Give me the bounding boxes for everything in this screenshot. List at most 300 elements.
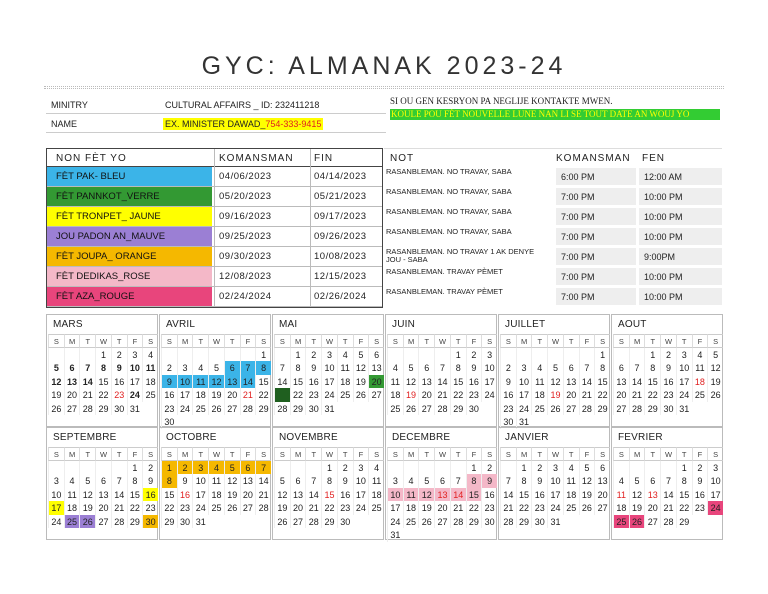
holiday-start: 09/16/2023: [219, 211, 272, 222]
weekday-header: T: [192, 334, 208, 348]
empty-day: [48, 348, 64, 362]
holiday-start: 05/20/2023: [219, 191, 272, 202]
weekday-header: S: [161, 447, 177, 461]
calendar-day: 29: [127, 515, 143, 529]
weekday-header: T: [531, 334, 547, 348]
calendar-day: 7: [111, 474, 127, 488]
calendar-day: 12: [48, 375, 64, 389]
calendar-day: 30: [305, 402, 321, 416]
weekday-header: W: [434, 334, 450, 348]
calendar-day: 1: [466, 461, 482, 475]
event-start: 7:00 PM: [556, 268, 636, 285]
calendar-day: 30: [337, 515, 353, 529]
calendar-day: 13: [644, 488, 660, 502]
calendar-day: 3: [48, 474, 64, 488]
calendar-day: 30: [466, 402, 482, 416]
month-juillet: [498, 314, 610, 427]
calendar-day: 3: [707, 461, 723, 475]
month-grid: [500, 334, 610, 429]
calendar-day: 2: [142, 461, 158, 475]
weekday-header: F: [353, 447, 369, 461]
calendar-day: 7: [255, 461, 271, 475]
calendar-day: 6: [594, 461, 610, 475]
ministry-value: CULTURAL AFFAIRS _ ID: 232411218: [165, 100, 320, 110]
event-name: RASANBLEMAN. NO TRAVAY, SABA: [386, 167, 512, 176]
calendar-day: 28: [660, 515, 676, 529]
calendar-day: 7: [274, 361, 290, 375]
calendar-day: 8: [127, 474, 143, 488]
month-septembre: [46, 427, 158, 540]
calendar-day: 17: [177, 388, 193, 402]
calendar-day: 23: [142, 501, 158, 515]
name-row: [46, 114, 386, 133]
calendar-day: 2: [660, 348, 676, 362]
event-start: 7:00 PM: [556, 288, 636, 305]
calendar-day: 3: [353, 461, 369, 475]
calendar-day: 14: [240, 375, 256, 389]
calendar-day: 23: [161, 402, 177, 416]
calendar-day: 4: [531, 361, 547, 375]
calendar-day: 9: [142, 474, 158, 488]
month-janvier: [498, 427, 610, 540]
calendar-day: 25: [208, 501, 224, 515]
empty-day: [95, 461, 111, 475]
weekday-header: M: [64, 447, 80, 461]
calendar-day: 1: [95, 348, 111, 362]
calendar-day: 8: [676, 474, 692, 488]
event-start: 7:00 PM: [556, 228, 636, 245]
calendar-day: 23: [466, 388, 482, 402]
weekday-header: T: [676, 334, 692, 348]
calendar-day: 18: [613, 501, 629, 515]
empty-day: [177, 348, 193, 362]
weekday-header: T: [450, 447, 466, 461]
calendar-day: 10: [481, 361, 497, 375]
calendar-day: 22: [676, 501, 692, 515]
empty-day: [192, 348, 208, 362]
calendar-day: 11: [692, 361, 708, 375]
weekday-header: M: [516, 334, 532, 348]
empty-day: [531, 348, 547, 362]
weekday-header: W: [547, 334, 563, 348]
calendar-day: 20: [434, 501, 450, 515]
empty-day: [64, 461, 80, 475]
calendar-day: 17: [48, 501, 64, 515]
calendar-day: 15: [594, 375, 610, 389]
calendar-day: 16: [531, 488, 547, 502]
calendar-day: 13: [290, 488, 306, 502]
calendar-day: 17: [387, 501, 403, 515]
holiday-start: 04/06/2023: [219, 171, 272, 182]
holiday-name: FÈT JOUPA_ ORANGE: [47, 247, 212, 266]
month-name: DECEMBRE: [392, 432, 451, 443]
calendar-day: 22: [127, 501, 143, 515]
calendar-day: 23: [305, 388, 321, 402]
event-name: RASANBLEMAN. NO TRAVAY 1 AK DENYE JOU - SABA: [386, 247, 535, 264]
calendar-day: 13: [368, 361, 384, 375]
calendar-day: 10: [387, 488, 403, 502]
calendar-day: 26: [418, 515, 434, 529]
calendar-day: 16: [500, 388, 516, 402]
calendar-day: 5: [274, 474, 290, 488]
weekday-header: T: [337, 447, 353, 461]
calendar-day: 16: [660, 375, 676, 389]
calendar-day: 21: [255, 488, 271, 502]
calendar-day: 6: [613, 361, 629, 375]
calendar-day: 19: [224, 488, 240, 502]
weekday-header: T: [676, 447, 692, 461]
calendar-day: 8: [450, 361, 466, 375]
calendar-day: 5: [48, 361, 64, 375]
holiday-end: 10/08/2023: [314, 251, 367, 262]
month-mars: [46, 314, 158, 427]
calendar-day: 11: [387, 375, 403, 389]
weekday-header: T: [450, 334, 466, 348]
weekday-header: S: [142, 334, 158, 348]
calendar-day: 20: [64, 388, 80, 402]
month-name: NOVEMBRE: [279, 432, 338, 443]
month-aout: [611, 314, 723, 427]
empty-day: [111, 461, 127, 475]
weekday-header: W: [95, 447, 111, 461]
month-avril: [159, 314, 271, 427]
calendar-day: 11: [403, 488, 419, 502]
calendar-day: 20: [224, 388, 240, 402]
calendar-day: 4: [337, 348, 353, 362]
calendar-day: 24: [321, 388, 337, 402]
calendar-day: 24: [192, 501, 208, 515]
calendar-day: 23: [500, 402, 516, 416]
calendar-day: 19: [707, 375, 723, 389]
calendar-day: 28: [450, 515, 466, 529]
empty-day: [305, 461, 321, 475]
weekday-header: S: [142, 447, 158, 461]
event-name: RASANBLEMAN. NO TRAVAY, SABA: [386, 207, 512, 216]
event-end: 10:00 PM: [639, 288, 722, 305]
calendar-day: [274, 388, 290, 402]
calendar-day: 10: [707, 474, 723, 488]
calendar-day: 19: [418, 501, 434, 515]
calendar-day: 13: [240, 474, 256, 488]
weekday-header: T: [111, 447, 127, 461]
calendar-day: 29: [516, 515, 532, 529]
weekday-header: F: [127, 334, 143, 348]
event-row: [384, 266, 722, 286]
calendar-day: 16: [481, 488, 497, 502]
calendar-day: 14: [255, 474, 271, 488]
calendar-day: 25: [192, 402, 208, 416]
calendar-day: 3: [547, 461, 563, 475]
holiday-end: 02/26/2024: [314, 291, 367, 302]
calendar-day: 26: [274, 515, 290, 529]
weekday-header: T: [644, 447, 660, 461]
calendar-day: 4: [403, 474, 419, 488]
empty-day: [629, 348, 645, 362]
calendar-day: 21: [660, 501, 676, 515]
calendar-day: 3: [676, 348, 692, 362]
weekday-header: S: [48, 334, 64, 348]
calendar-day: 19: [629, 501, 645, 515]
empty-day: [500, 461, 516, 475]
holidays-header-name: NON FÈT YO: [56, 153, 127, 164]
weekday-header: F: [240, 447, 256, 461]
calendar-day: 17: [547, 488, 563, 502]
month-name: FEVRIER: [618, 432, 663, 443]
calendar-day: 6: [290, 474, 306, 488]
empty-day: [418, 348, 434, 362]
holiday-start: 09/30/2023: [219, 251, 272, 262]
weekday-header: T: [563, 334, 579, 348]
calendar-day: 12: [353, 361, 369, 375]
weekday-header: T: [79, 447, 95, 461]
holiday-end: 09/26/2023: [314, 231, 367, 242]
weekday-header: T: [531, 447, 547, 461]
calendar-day: 20: [290, 501, 306, 515]
calendar-day: 2: [466, 348, 482, 362]
calendar-day: 15: [321, 488, 337, 502]
calendar-day: 15: [127, 488, 143, 502]
calendar-day: 9: [660, 361, 676, 375]
calendar-day: 29: [466, 515, 482, 529]
calendar-day: 12: [629, 488, 645, 502]
calendar-day: 3: [127, 348, 143, 362]
event-row: [384, 206, 722, 226]
calendar-day: 22: [161, 501, 177, 515]
weekday-header: T: [418, 334, 434, 348]
calendar-day: 23: [531, 501, 547, 515]
calendar-day: 9: [177, 474, 193, 488]
calendar-day: 26: [707, 388, 723, 402]
empty-day: [403, 348, 419, 362]
calendar-day: 21: [111, 501, 127, 515]
calendar-day: 7: [500, 474, 516, 488]
calendar-day: 16: [177, 488, 193, 502]
month-name: MARS: [53, 319, 83, 330]
calendar-day: 9: [481, 474, 497, 488]
calendar-day: 20: [613, 388, 629, 402]
calendar-day: 29: [594, 402, 610, 416]
empty-day: [290, 461, 306, 475]
calendar-day: 27: [563, 402, 579, 416]
calendar-day: 16: [111, 375, 127, 389]
calendar-day: 5: [403, 361, 419, 375]
calendar-day: 14: [79, 375, 95, 389]
empty-day: [516, 348, 532, 362]
event-row: [384, 246, 722, 266]
calendar-day: 2: [161, 361, 177, 375]
calendar-day: 28: [629, 402, 645, 416]
weekday-header: T: [305, 447, 321, 461]
calendar-day: 13: [95, 488, 111, 502]
calendar-day: 23: [177, 501, 193, 515]
weekday-header: M: [629, 334, 645, 348]
empty-day: [613, 348, 629, 362]
calendar-day: 27: [290, 515, 306, 529]
calendar-day: 28: [240, 402, 256, 416]
calendar-day: 6: [563, 361, 579, 375]
empty-day: [64, 348, 80, 362]
calendar-day: 22: [255, 388, 271, 402]
calendar-day: 30: [142, 515, 158, 529]
calendar-day: 26: [403, 402, 419, 416]
calendar-day: 30: [111, 402, 127, 416]
calendar-day: 12: [418, 488, 434, 502]
calendar-day: 1: [290, 348, 306, 362]
calendar-day: 11: [337, 361, 353, 375]
weekday-header: F: [692, 447, 708, 461]
calendar-day: 20: [644, 501, 660, 515]
calendar-day: 21: [240, 388, 256, 402]
calendar-day: 30: [161, 415, 177, 429]
weekday-header: F: [353, 334, 369, 348]
holiday-start: 12/08/2023: [219, 271, 272, 282]
calendar-day: 27: [240, 501, 256, 515]
month-grid: [500, 447, 610, 528]
event-start: 7:00 PM: [556, 248, 636, 265]
event-end: 12:00 AM: [639, 168, 722, 185]
calendar-day: 25: [531, 402, 547, 416]
calendar-day: 27: [95, 515, 111, 529]
month-mai: [272, 314, 384, 427]
calendar-day: 6: [368, 348, 384, 362]
calendar-day: 9: [500, 375, 516, 389]
month-grid: [387, 334, 497, 415]
weekday-header: S: [613, 447, 629, 461]
calendar-day: 9: [305, 361, 321, 375]
event-name: RASANBLEMAN. NO TRAVAY, SABA: [386, 187, 512, 196]
calendar-day: 20: [418, 388, 434, 402]
weekday-header: W: [95, 334, 111, 348]
event-end: 10:00 PM: [639, 208, 722, 225]
event-row: [384, 286, 722, 306]
empty-day: [418, 461, 434, 475]
calendar-day: 10: [192, 474, 208, 488]
calendar-day: 28: [111, 515, 127, 529]
holiday-start: 02/24/2024: [219, 291, 272, 302]
calendar-day: 8: [466, 474, 482, 488]
event-end: 10:00 PM: [639, 228, 722, 245]
calendar-day: 3: [387, 474, 403, 488]
calendar-day: 19: [547, 388, 563, 402]
calendar-day: 25: [563, 501, 579, 515]
calendar-day: 29: [290, 402, 306, 416]
holidays-table: [46, 148, 383, 308]
weekday-header: W: [660, 447, 676, 461]
calendar-day: 24: [707, 501, 723, 515]
calendar-day: 31: [547, 515, 563, 529]
events-header: [384, 148, 722, 166]
weekday-header: W: [660, 334, 676, 348]
empty-day: [403, 461, 419, 475]
calendar-day: 25: [337, 388, 353, 402]
calendar-day: 9: [111, 361, 127, 375]
calendar-day: 19: [208, 388, 224, 402]
calendar-day: 17: [707, 488, 723, 502]
month-juin: [385, 314, 497, 427]
event-row: [384, 186, 722, 206]
weekday-header: W: [547, 447, 563, 461]
weekday-header: M: [177, 447, 193, 461]
calendar-day: 20: [563, 388, 579, 402]
calendar-day: 4: [208, 461, 224, 475]
calendar-day: 24: [387, 515, 403, 529]
calendar-day: 30: [481, 515, 497, 529]
calendar-day: 21: [305, 501, 321, 515]
empty-day: [434, 348, 450, 362]
calendar-day: 2: [337, 461, 353, 475]
calendar-day: 25: [142, 388, 158, 402]
calendar-day: 21: [500, 501, 516, 515]
weekday-header: S: [613, 334, 629, 348]
calendar-day: 14: [305, 488, 321, 502]
calendar-day: 31: [127, 402, 143, 416]
calendar-day: 18: [563, 488, 579, 502]
weekday-header: S: [500, 447, 516, 461]
weekday-header: S: [707, 447, 723, 461]
calendar-day: 12: [707, 361, 723, 375]
calendar-day: 7: [629, 361, 645, 375]
empty-day: [563, 348, 579, 362]
calendar-day: 8: [644, 361, 660, 375]
calendar-day: 5: [79, 474, 95, 488]
name-value: [163, 118, 323, 130]
calendar-day: 15: [466, 488, 482, 502]
holiday-name: FÈT PANNKOT_VERRE: [47, 187, 212, 206]
calendar-day: 20: [594, 488, 610, 502]
calendar-day: 24: [48, 515, 64, 529]
calendar-day: 22: [290, 388, 306, 402]
calendar-day: 15: [644, 375, 660, 389]
calendar-day: 22: [516, 501, 532, 515]
name-label: NAME: [51, 119, 78, 129]
weekday-header: F: [240, 334, 256, 348]
calendar-day: 15: [161, 488, 177, 502]
weekday-header: S: [481, 334, 497, 348]
weekday-header: T: [224, 334, 240, 348]
calendar-day: 28: [255, 501, 271, 515]
weekday-header: S: [368, 447, 384, 461]
calendar-day: 4: [64, 474, 80, 488]
calendar-day: 4: [613, 474, 629, 488]
holiday-name: FÈT DEDIKAS_ROSE: [47, 267, 212, 286]
month-fevrier: [611, 427, 723, 540]
empty-day: [274, 461, 290, 475]
calendar-day: 18: [368, 488, 384, 502]
weekday-header: F: [127, 447, 143, 461]
calendar-day: 18: [403, 501, 419, 515]
weekday-header: S: [707, 334, 723, 348]
calendar-day: 13: [418, 375, 434, 389]
month-name: AOUT: [618, 319, 647, 330]
calendar-day: 21: [450, 501, 466, 515]
holiday-name: FÈT AZA_ROUGE: [47, 287, 212, 306]
calendar-day: 12: [208, 375, 224, 389]
calendar-day: 27: [594, 501, 610, 515]
calendar-day: 18: [142, 375, 158, 389]
name-phone: 754-333-9415: [265, 119, 322, 129]
weekday-header: S: [481, 447, 497, 461]
calendar-day: 7: [240, 361, 256, 375]
calendar-day: 26: [629, 515, 645, 529]
calendar-day: 7: [79, 361, 95, 375]
calendar-day: 23: [111, 388, 127, 402]
calendar-day: 1: [676, 461, 692, 475]
calendar-day: 14: [579, 375, 595, 389]
calendar-day: 25: [387, 402, 403, 416]
calendar-day: 5: [208, 361, 224, 375]
calendar-day: 25: [403, 515, 419, 529]
calendar-day: 6: [434, 474, 450, 488]
